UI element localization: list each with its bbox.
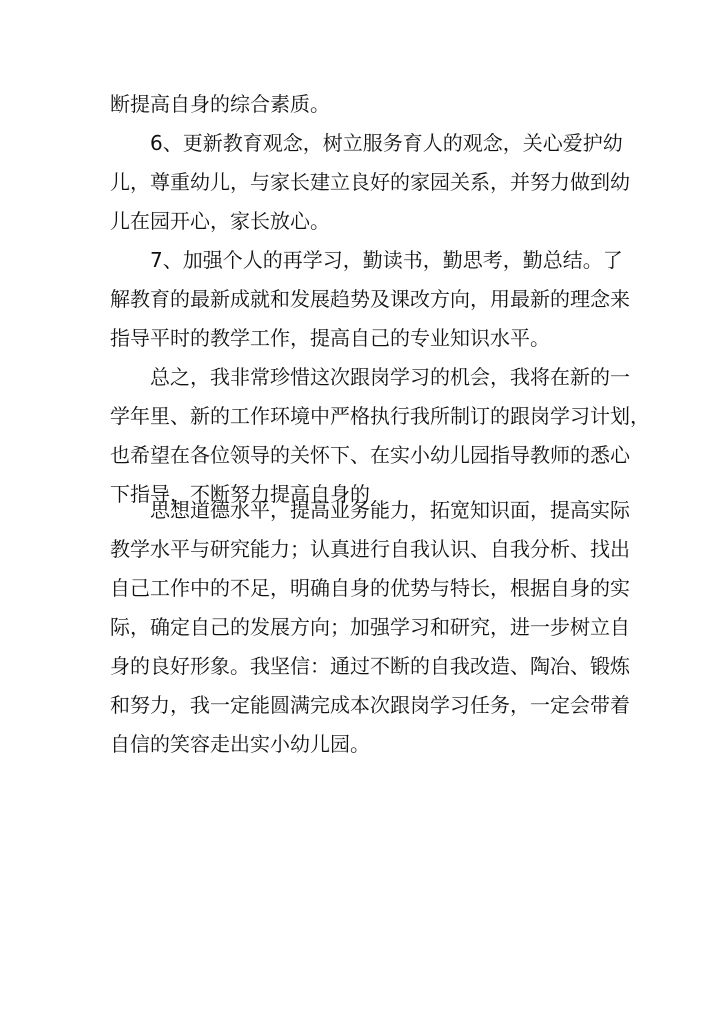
text-line: 7、加强个人的再学习，勤读书，勤思考，勤总结。了 [150, 248, 623, 272]
text-line: 教学水平与研究能力；认真进行自我认识、自我分析、找出 [110, 537, 630, 561]
text-line: 际，确定自己的发展方向；加强学习和研究，进一步树立自 [110, 615, 630, 639]
paragraph-2 [110, 124, 630, 241]
text-line: 身的良好形象。我坚信：通过不断的自我改造、陶冶、锻炼 [110, 654, 630, 678]
paragraph-5 [110, 491, 630, 764]
text-line: 儿在园开心，家长放心。 [110, 209, 330, 233]
text-line: 思想道德水平，提高业务能力，拓宽知识面，提高实际 [150, 498, 630, 522]
text-line: 解教育的最新成就和发展趋势及课改方向，用最新的理念来 [110, 287, 630, 311]
text-line: 指导平时的教学工作，提高自己的专业知识水平。 [110, 326, 550, 350]
text-line: 6、更新教育观念，树立服务育人的观念，关心爱护幼 [150, 131, 623, 155]
text-line: 也希望在各位领导的关怀下、在实小幼儿园指导教师的悉心 [110, 443, 630, 467]
paragraph-1 [110, 85, 610, 124]
text-line: 自己工作中的不足，明确自身的优势与特长，根据自身的实 [110, 576, 630, 600]
text-line: 总之，我非常珍惜这次跟岗学习的机会，我将在新的一 [150, 365, 630, 389]
text-line: 学年里、新的工作环境中严格执行我所制订的跟岗学习计划， [110, 404, 650, 428]
text-line: 儿，尊重幼儿，与家长建立良好的家园关系，并努力做到幼 [110, 170, 630, 194]
paragraph-3 [110, 241, 630, 358]
text-line: 和努力，我一定能圆满完成本次跟岗学习任务，一定会带着 [110, 693, 630, 717]
text-line: 自信的笑容走出实小幼儿园。 [110, 732, 370, 756]
text-line: 下指导，不断努力提高自身的 [110, 482, 370, 506]
document-body-lower [110, 491, 630, 764]
document-body-upper [110, 85, 650, 514]
text-line: 断提高自身的综合素质。 [110, 92, 330, 116]
